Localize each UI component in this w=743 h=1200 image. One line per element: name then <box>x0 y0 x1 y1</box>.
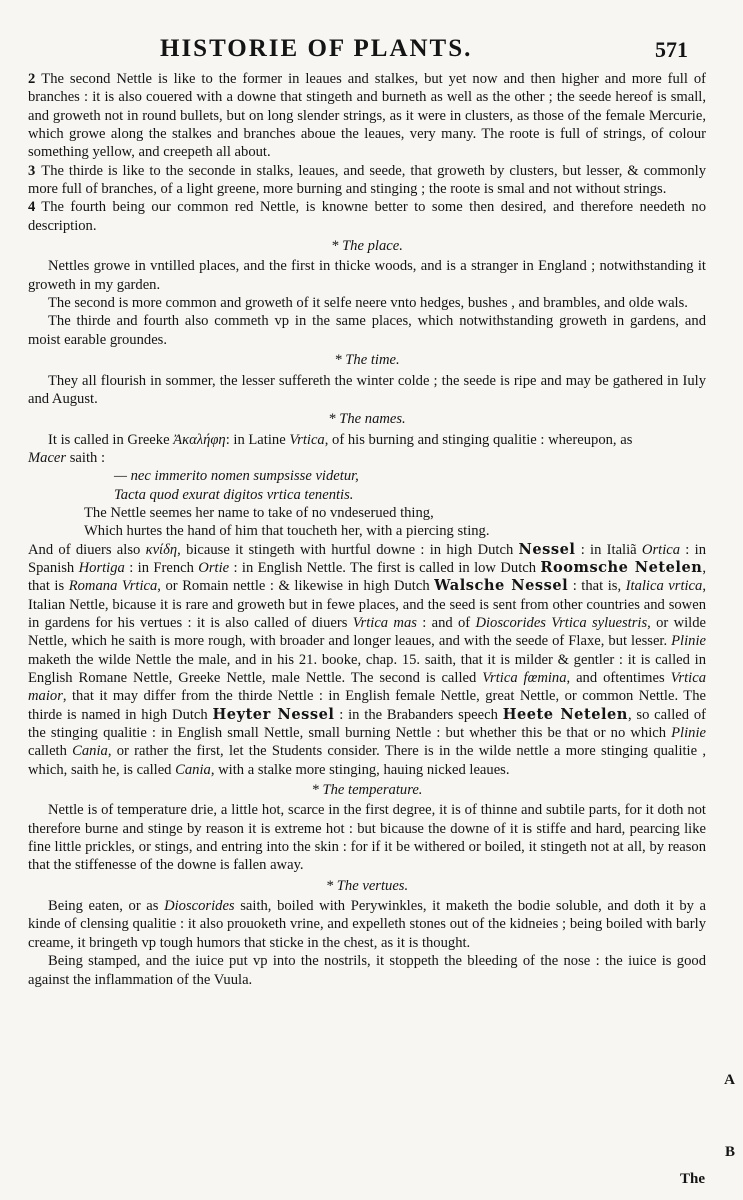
text-run: : in English Nettle. The first is called in low Dutch <box>229 559 541 576</box>
page-body <box>28 70 706 989</box>
item-number: 4 <box>28 199 36 216</box>
section-heading-temperature: * The temperature. <box>311 782 423 799</box>
text-run: It is called in Greeke <box>48 431 174 448</box>
text-run: saith : <box>66 449 106 466</box>
paragraph-fourth-nettle <box>28 198 706 235</box>
latin-name: Vrtica mas <box>352 614 417 631</box>
latin-name: Cania <box>175 761 211 778</box>
paragraph-second-nettle <box>28 70 706 162</box>
author-name: Macer <box>28 449 67 466</box>
text-run: , that is <box>28 559 707 595</box>
page-number: 571 <box>655 37 688 62</box>
text-run: , and oftentimes <box>566 670 671 686</box>
english-verse-line: The Nettle seemes her name to take of no vndeserued thing, <box>84 504 434 521</box>
latin-name: Dioscorides Vrtica syluestris <box>475 614 648 631</box>
running-header <box>0 35 743 69</box>
latin-name: Vrtica fœmina <box>482 670 567 686</box>
vertues-paragraph-a <box>28 897 706 952</box>
names-paragraph <box>28 541 706 779</box>
text-run: : in Latine <box>225 431 290 448</box>
section-heading-names: * The names. <box>328 411 406 428</box>
names-intro <box>28 431 706 468</box>
latin-name: Cania <box>72 743 108 760</box>
author-name: Dioscorides <box>164 898 235 915</box>
text-run: , so called of the stinging qualitie : in English small Nettle, small burning Nettle : but whether this be that or no which <box>28 706 706 742</box>
text-run: : and of <box>416 614 476 631</box>
catchword: The <box>679 1171 705 1187</box>
text-run: Being eaten, or as <box>48 898 165 915</box>
greek-word: Ἀκαλήφη <box>173 431 226 448</box>
margin-letter-b: B <box>724 1144 735 1160</box>
paragraph-text: The thirde is like to the seconde in stalks, leaues, and seede, that groweth by clusters, but lesser, & commonly more full of branches, of a light greene, more burning and stinging ; the roote is smal and not without strings. <box>28 162 706 198</box>
blackletter-word: Roomsche Netelen <box>540 558 703 576</box>
text-run: maketh the wilde Nettle the male, and in his 21. booke, chap. 15. saith, that it is milder & gentler : it is called in English Romane Nettle, Greeke Nettle, male Nettle. The second is called <box>28 651 706 686</box>
paragraph-text: The fourth being our common red Nettle, is knowne better to some then desired, and therefore needeth no description. <box>28 199 706 234</box>
blackletter-word: Heete Netelen <box>502 705 628 723</box>
foreign-name: Hortiga <box>78 559 125 576</box>
foreign-name: Ortica <box>641 541 681 558</box>
latin-name: Italica vrtica <box>625 578 703 595</box>
text-run: , Italian Nettle, bicause it is rare and groweth but in fewe places, and the seed is sent from other countries and sowen in gardens for his vertues : it is also called of diuers <box>28 578 706 631</box>
text-run: saith, boiled with Perywinkles, it maketh the bodie soluble, and doth it by a kinde of clensing qualitie : it also prouoketh vrine, and expelleth stones out of the kidneies ; being boiled with barly creame, it bringeth vp tough humors that sticke in the chest, as it is thought. <box>28 898 707 951</box>
running-title: HISTORIE OF PLANTS. <box>160 35 473 62</box>
item-number: 3 <box>28 162 36 179</box>
foreign-name: Ortie <box>198 559 230 576</box>
text-run: , or wilde Nettle, which he saith is more rough, with broader and longer leaues, and with the seede of Flaxe, but lesser. <box>28 614 706 650</box>
text-run: : that is, <box>568 578 626 595</box>
blackletter-word: Walsche Nessel <box>434 577 569 595</box>
paragraph-third-nettle <box>28 162 706 199</box>
latin-name: Romana Vrtica <box>68 578 158 595</box>
margin-letter-a: A <box>724 1072 735 1088</box>
english-verse-line: Which hurtes the hand of him that toucheth her, with a piercing sting. <box>84 523 490 540</box>
text-run: : in Italiã <box>575 541 642 558</box>
text-run: calleth <box>28 743 73 760</box>
place-paragraph: Nettles growe in vntilled places, and the first in thicke woods, and is a stranger in England ; notwithstanding it groweth in my garden. <box>28 258 706 293</box>
text-run: : in the Brabanders speech <box>334 706 503 723</box>
item-number: 2 <box>28 71 36 87</box>
text-run: , or Romain nettle : & likewise in high Dutch <box>157 578 435 595</box>
blackletter-word: Heyter Nessel <box>212 705 335 723</box>
blackletter-word: Nessel <box>518 540 576 558</box>
latin-verse-line: Tacta quod exurat digitos vrtica tenentis. <box>114 486 354 503</box>
section-heading-vertues: * The vertues. <box>325 877 409 894</box>
text-run: : in French <box>124 559 199 576</box>
text-run: , bicause it stingeth with hurtful downe : in high Dutch <box>177 541 519 558</box>
author-name: Plinie <box>671 633 706 650</box>
place-paragraph: The second is more common and groweth of it selfe neere vnto hedges, bushes , and brambles, and olde wals. <box>48 295 688 312</box>
vertues-paragraph-b: Being stamped, and the iuice put vp into the nostrils, it stoppeth the bleeding of the nose : the iuice is good against the inflammation of the Vuula. <box>28 953 706 988</box>
author-name: Plinie <box>671 725 706 742</box>
latin-verse-line: — nec immerito nomen sumpsisse videtur, <box>114 468 359 485</box>
text-run: , that it may differ from the thirde Nettle : in English female Nettle, great Nettle, or common Nettle. The thirde is named in high Dutch <box>28 688 706 723</box>
paragraph-text: The second Nettle is like to the former in leaues and stalkes, but yet now and then higher and more full of branches : it is also couered with a downe that stingeth and burneth as well as the other ; the seede hereof is small, and groweth not in round bullets, but on long slender strings, as it were in clusters, as those of the female Mercurie, which growe along the stalkes and branches aboue the leaues, very many. The roote is full of strings, of colour something yellow, and creepeth all about. <box>28 71 706 161</box>
text-run: And of diuers also <box>28 541 146 558</box>
text-run: , or rather the first, let the Students consider. There is in the wilde nettle a more stinging qualitie , which, saith he, is called <box>28 743 706 778</box>
latin-name: Vrtica <box>289 431 325 448</box>
text-run: , with a stalke more stinging, hauing nicked leaues. <box>210 761 510 778</box>
temperature-paragraph: Nettle is of temperature drie, a little hot, scarce in the first degree, it is of thinne and subtile parts, for it doth not therefore burne and stinge by reason it is extreme hot : but bicause the downe of it is stiffe and hard, pearcing like fine little prickles, or stings, and entring into the skin : for if it be withered or boiled, it stingeth not at all, by reason that the stiffenesse of the downe is fallen away. <box>28 802 706 874</box>
place-paragraph: The thirde and fourth also commeth vp in the same places, which notwithstanding groweth in gardens, and moist earable groundes. <box>28 313 706 348</box>
greek-word: κνίδη <box>145 541 178 558</box>
text-run: , of his burning and stinging qualitie : whereupon, as <box>324 431 633 448</box>
text-run: : in Spanish <box>28 541 706 576</box>
section-heading-place: * The place. <box>331 238 403 255</box>
latin-name: Vrtica maior <box>28 670 706 705</box>
time-paragraph: They all flourish in sommer, the lesser suffereth the winter colde ; the seede is ripe and may be gathered in Iuly and August. <box>28 372 706 407</box>
section-heading-time: * The time. <box>334 352 400 369</box>
